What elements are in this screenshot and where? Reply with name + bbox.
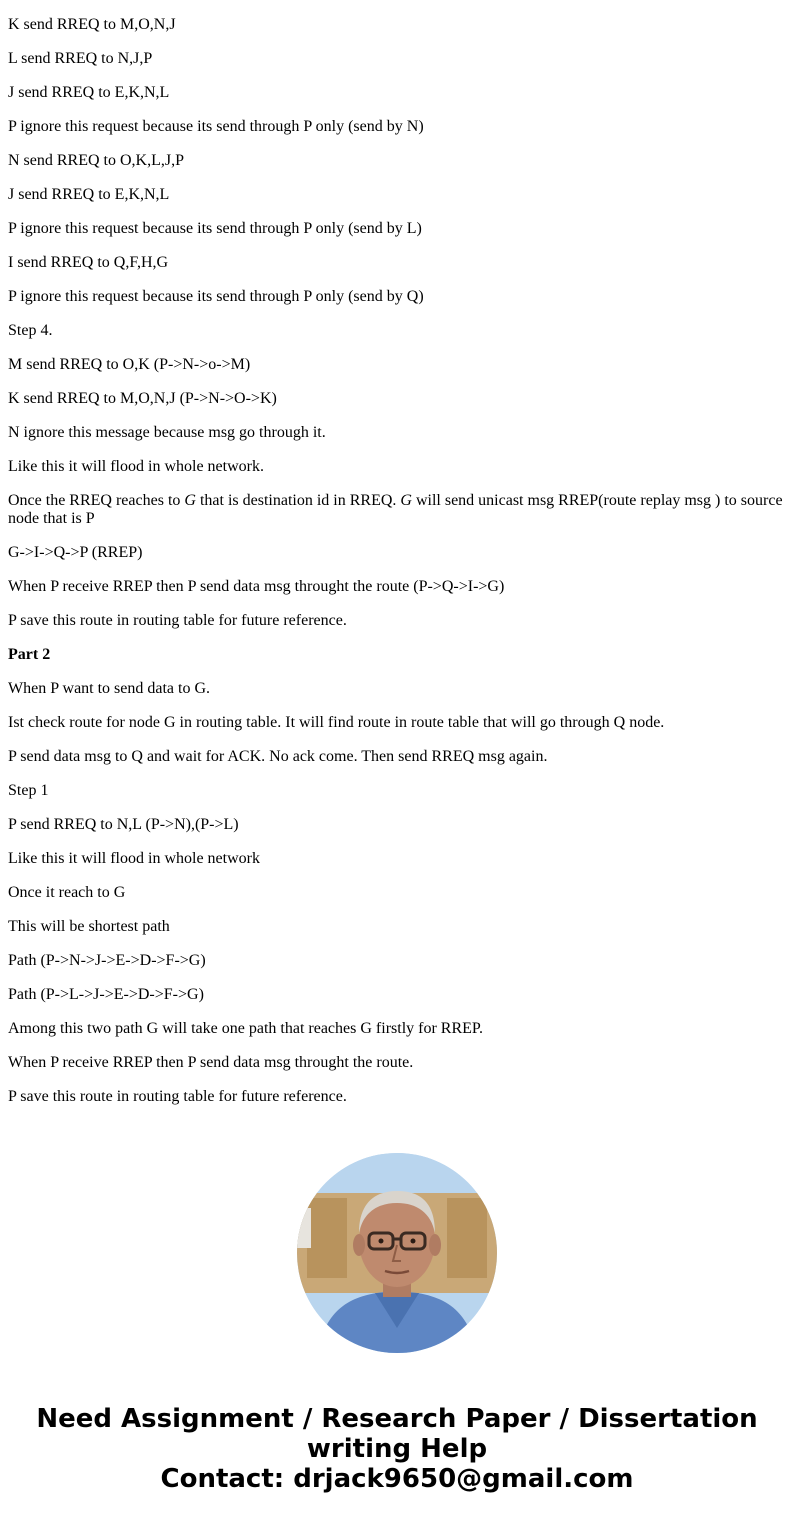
text-segment: that is destination id in RREQ. bbox=[195, 492, 401, 509]
rreq-paragraph bbox=[8, 492, 786, 528]
section-heading: Part 2 bbox=[8, 646, 51, 663]
text-line: P save this route in routing table for future reference. bbox=[8, 612, 347, 629]
text-line: N ignore this message because msg go through it. bbox=[8, 424, 326, 441]
text-line: N send RREQ to O,K,L,J,P bbox=[8, 152, 185, 169]
text-line: Like this it will flood in whole network bbox=[8, 850, 260, 867]
text-line: P ignore this request because its send through P only (send by N) bbox=[8, 118, 424, 135]
text-line: Step 1 bbox=[8, 782, 49, 799]
text-line: When P receive RREP then P send data msg throught the route. bbox=[8, 1054, 414, 1071]
document-body bbox=[8, 16, 786, 1122]
promo-contact: Contact: drjack9650@gmail.com bbox=[160, 1464, 634, 1494]
text-line: Like this it will flood in whole network. bbox=[8, 458, 264, 475]
text-line: P send RREQ to N,L (P->N),(P->L) bbox=[8, 816, 239, 833]
text-line: K send RREQ to M,O,N,J (P->N->O->K) bbox=[8, 390, 277, 407]
text-segment: Once the RREQ reaches to bbox=[8, 492, 185, 509]
text-line: This will be shortest path bbox=[8, 918, 170, 935]
text-line: J send RREQ to E,K,N,L bbox=[8, 186, 170, 203]
text-line: Step 4. bbox=[8, 322, 53, 339]
node-g-italic: G bbox=[184, 492, 196, 509]
text-line: When P want to send data to G. bbox=[8, 680, 211, 697]
text-line: Once it reach to G bbox=[8, 884, 126, 901]
promo-banner bbox=[0, 1404, 794, 1494]
text-line: Path (P->N->J->E->D->F->G) bbox=[8, 952, 206, 969]
text-line: L send RREQ to N,J,P bbox=[8, 50, 153, 67]
promo-line: writing Help bbox=[306, 1434, 488, 1464]
text-line: P ignore this request because its send through P only (send by L) bbox=[8, 220, 422, 237]
text-line: P save this route in routing table for future reference. bbox=[8, 1088, 347, 1105]
portrait-image bbox=[297, 1153, 497, 1353]
text-line: Ist check route for node G in routing table. It will find route in route table that will go through Q node. bbox=[8, 714, 665, 731]
text-line: J send RREQ to E,K,N,L bbox=[8, 84, 170, 101]
text-line: P send data msg to Q and wait for ACK. No ack come. Then send RREQ msg again. bbox=[8, 748, 548, 765]
text-line: When P receive RREP then P send data msg throught the route (P->Q->I->G) bbox=[8, 578, 505, 595]
text-line: Path (P->L->J->E->D->F->G) bbox=[8, 986, 204, 1003]
text-line: G->I->Q->P (RREP) bbox=[8, 544, 143, 561]
avatar bbox=[297, 1153, 497, 1353]
text-segment: will send unicast msg RREP(route replay msg ) to source node that is P bbox=[8, 492, 783, 527]
text-line: K send RREQ to M,O,N,J bbox=[8, 16, 176, 33]
text-line: Among this two path G will take one path that reaches G firstly for RREP. bbox=[8, 1020, 484, 1037]
text-line: M send RREQ to O,K (P->N->o->M) bbox=[8, 356, 251, 373]
node-g-italic: G bbox=[400, 492, 412, 509]
text-line: I send RREQ to Q,F,H,G bbox=[8, 254, 169, 271]
promo-line: Need Assignment / Research Paper / Dissertation bbox=[36, 1404, 758, 1434]
text-line: P ignore this request because its send through P only (send by Q) bbox=[8, 288, 424, 305]
